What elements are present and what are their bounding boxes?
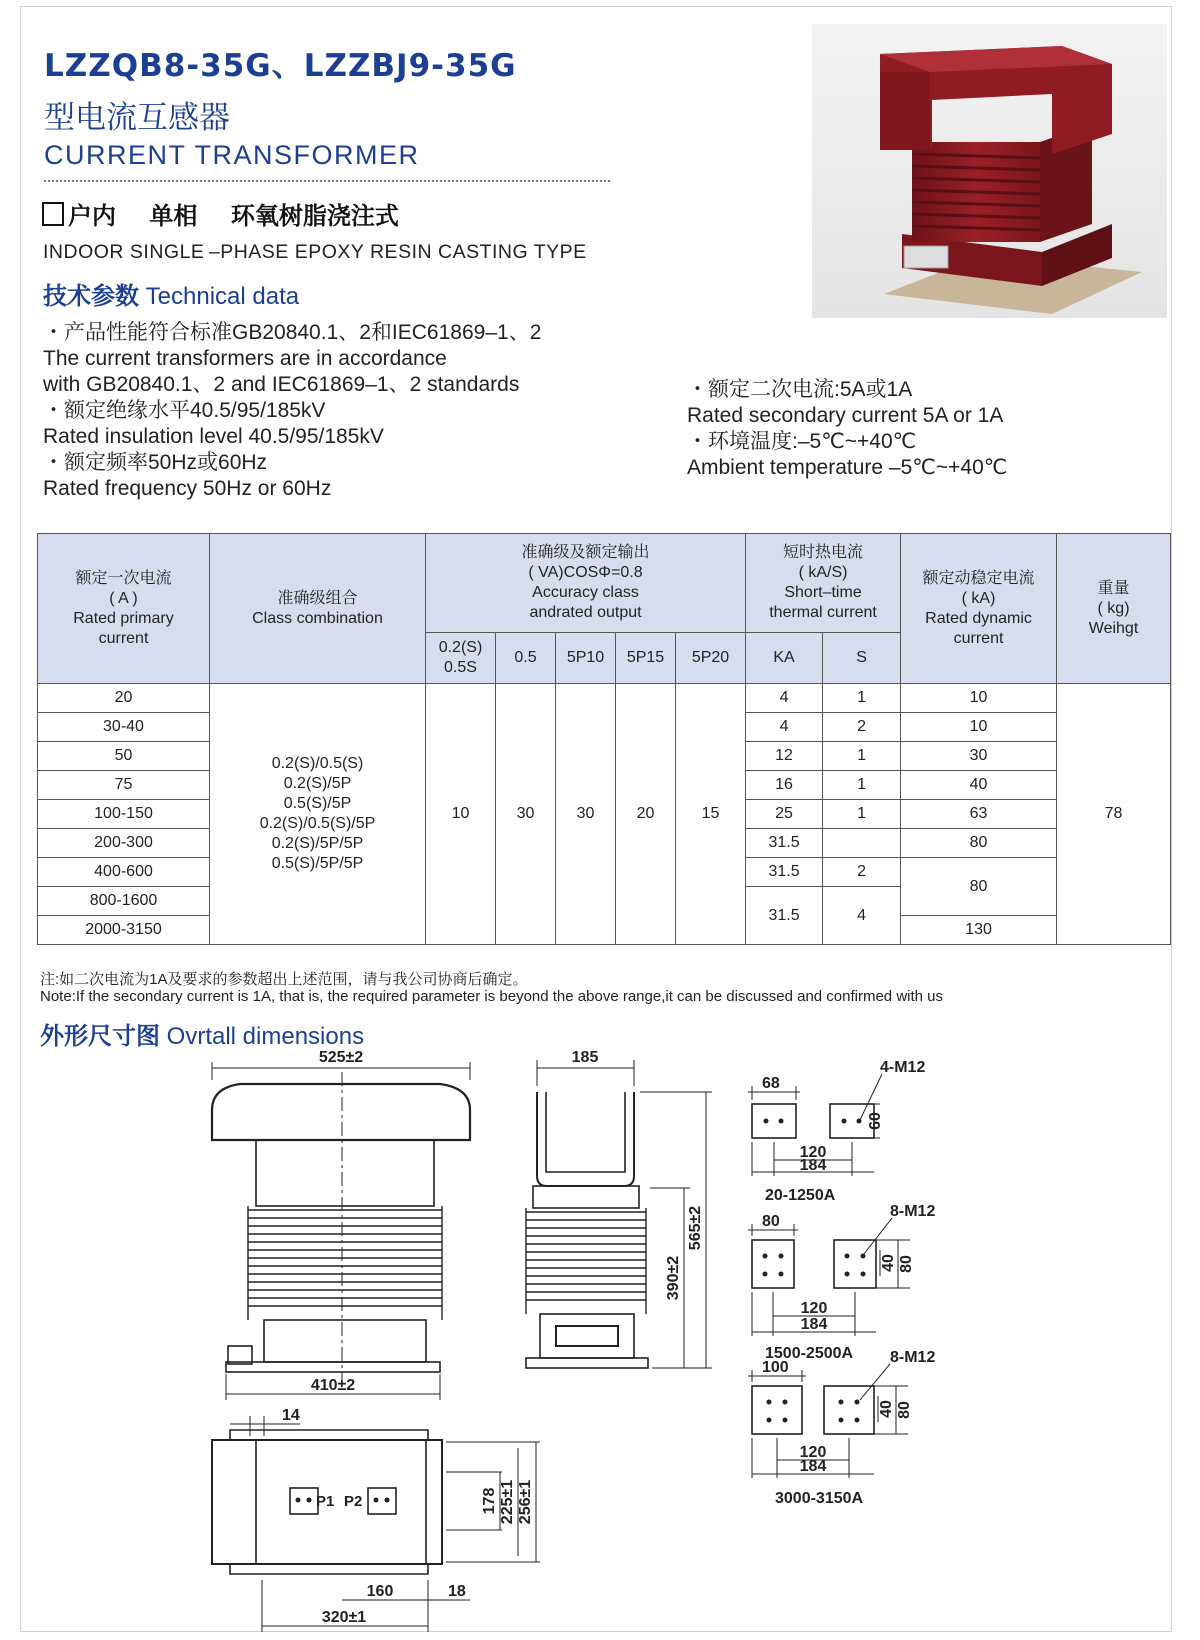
header-line: 额定一次电流 — [75, 569, 172, 587]
dims-heading-cn: 外形尺寸图 — [40, 1022, 160, 1050]
header-line: current — [953, 629, 1004, 647]
cell-s: 4 — [823, 887, 901, 945]
cell-ka: 25 — [746, 800, 823, 829]
cell-primary: 30-40 — [38, 713, 210, 742]
dim-height-total: 565±2 — [687, 1205, 704, 1251]
dim-plan-320: 320±1 — [321, 1609, 367, 1626]
spec-line: Ambient temperature –5℃~+40℃ — [687, 456, 1008, 479]
header-line: Short–time — [784, 584, 862, 601]
spec-line: Rated insulation level 40.5/95/185kV — [43, 425, 384, 448]
cell-ka: 31.5 — [746, 829, 823, 858]
header-line: 准确级组合 — [277, 589, 358, 607]
class-line: 0.2(S)/5P/5P — [271, 835, 364, 852]
cell-dynamic: 80 — [901, 858, 1057, 916]
cell-dynamic: 30 — [901, 742, 1057, 771]
dim-base-width: 410±2 — [310, 1377, 356, 1394]
note-en: Note:If the secondary current is 1A, that is, the required parameter is beyond the above range,it can be discussed and confirmed with us — [40, 988, 944, 1005]
cell-acc: 10 — [426, 684, 496, 945]
dim-plan-160: 160 — [366, 1583, 394, 1600]
spec-line: ・额定二次电流:5A或1A — [687, 378, 913, 401]
type-title-en: CURRENT TRANSFORMER — [44, 140, 420, 170]
header-line: 准确级及额定输出 — [521, 544, 650, 561]
cell-ka: 4 — [746, 684, 823, 713]
dim-side-width: 185 — [571, 1049, 599, 1066]
cell-dynamic: 130 — [901, 916, 1057, 945]
dim-plan-178: 178 — [481, 1487, 498, 1515]
t3-caption: 3000-3150A — [775, 1490, 864, 1507]
t3-h1: 40 — [878, 1400, 895, 1418]
cell-s: 2 — [823, 713, 901, 742]
tech-heading-en: Technical data — [145, 283, 300, 310]
spec-line: ・产品性能符合标准GB20840.1、2和IEC61869–1、2 — [43, 321, 542, 344]
t2-h1: 40 — [880, 1254, 897, 1272]
header-line: 额定动稳定电流 — [922, 569, 1035, 587]
t1-height: 60 — [867, 1112, 884, 1130]
cell-ka: 4 — [746, 713, 823, 742]
cell-s: 1 — [823, 684, 901, 713]
t2-caption: 1500-2500A — [765, 1345, 854, 1362]
dim-height-body: 390±2 — [665, 1255, 682, 1301]
t2-bolts: 8-M12 — [890, 1203, 936, 1220]
cell-primary: 800-1600 — [38, 887, 210, 916]
header-line: ( kg) — [1097, 599, 1130, 617]
cell-s: 1 — [823, 742, 901, 771]
header-line: Weihgt — [1088, 619, 1139, 637]
t3-gap: 120 — [799, 1444, 827, 1461]
type-title-cn: 型电流互感器 — [44, 100, 230, 136]
subheader-thermal: KA — [746, 633, 823, 684]
cell-ka: 16 — [746, 771, 823, 800]
t1-caption: 20-1250A — [765, 1187, 836, 1204]
header-line: Accuracy class — [532, 584, 639, 601]
cell-dynamic: 10 — [901, 684, 1057, 713]
class-line: 0.2(S)/0.5(S) — [271, 755, 364, 772]
spec-line: Rated frequency 50Hz or 60Hz — [43, 477, 332, 500]
header-line: ( VA)COSΦ=0.8 — [528, 564, 643, 581]
spec-line: ・环境温度:–5℃~+40℃ — [687, 430, 917, 453]
cell-primary: 50 — [38, 742, 210, 771]
cell-primary: 400-600 — [38, 858, 210, 887]
header-line: 重量 — [1097, 579, 1130, 597]
class-line: 0.2(S)/5P — [283, 775, 352, 792]
header-line: ( kA/S) — [798, 564, 848, 581]
t1-width: 68 — [762, 1075, 780, 1092]
bolt-holes — [296, 1119, 866, 1503]
dims-heading-en: Ovrtall dimensions — [166, 1023, 365, 1050]
cell-primary: 20 — [38, 684, 210, 713]
subheader-acc: 5P10 — [556, 633, 616, 684]
spec-line: The current transformers are in accordance — [43, 347, 447, 370]
subheader-line: 0.2(S) — [438, 639, 483, 656]
spec-line: ・额定频率50Hz或60Hz — [43, 451, 268, 474]
dim-plan-14: 14 — [282, 1407, 300, 1424]
cell-acc: 30 — [496, 684, 556, 945]
dim-plan-225: 225±1 — [499, 1479, 516, 1525]
header-line: ( A ) — [109, 589, 138, 607]
spec-line: Rated secondary current 5A or 1A — [687, 404, 1004, 427]
label-p2: P2 — [344, 1493, 363, 1510]
subheader-thermal: S — [823, 633, 901, 684]
subtitle-en: INDOOR SINGLE –PHASE EPOXY RESIN CASTING TYPE — [43, 241, 587, 263]
header-line: current — [98, 629, 149, 647]
cell-ka: 31.5 — [746, 858, 823, 887]
tech-heading-cn: 技术参数 — [43, 282, 139, 310]
cell-primary: 200-300 — [38, 829, 210, 858]
t2-span: 184 — [800, 1316, 828, 1333]
dim-plan-256: 256±1 — [517, 1479, 534, 1525]
side-view — [526, 1060, 712, 1368]
cell-weight: 78 — [1057, 684, 1171, 945]
dim-front-width: 525±2 — [318, 1049, 364, 1066]
t2-gap: 120 — [800, 1300, 828, 1317]
note-cn: 注:如二次电流为1A及要求的参数超出上述范围，请与我公司协商后确定。 — [40, 971, 528, 988]
cell-dynamic: 63 — [901, 800, 1057, 829]
t3-width: 100 — [762, 1359, 789, 1376]
cell-primary: 75 — [38, 771, 210, 800]
t2-width: 80 — [762, 1213, 780, 1230]
header-line: thermal current — [769, 604, 877, 621]
t3-span: 184 — [799, 1458, 827, 1475]
cell-s: 1 — [823, 771, 901, 800]
class-line: 0.5(S)/5P — [283, 795, 352, 812]
t1-gap: 120 — [799, 1144, 827, 1161]
cell-ka: 31.5 — [746, 887, 823, 945]
model-title: LZZQB8-35G、LZZBJ9-35G — [44, 48, 517, 84]
terminal-detail-3 — [748, 1364, 908, 1478]
spec-line: with GB20840.1、2 and IEC61869–1、2 standards — [43, 373, 520, 396]
class-line: 0.5(S)/5P/5P — [271, 855, 364, 872]
t1-span: 184 — [799, 1157, 827, 1174]
subtitle-cn-text: 户内 单相 环氧树脂浇注式 — [68, 202, 399, 230]
header-line: Class combination — [252, 609, 383, 627]
header-line: 短时热电流 — [783, 544, 864, 561]
t3-bolts: 8-M12 — [890, 1349, 936, 1366]
header-line: Rated dynamic — [925, 609, 1032, 627]
subheader-line: 0.5S — [444, 659, 477, 676]
cell-ka: 12 — [746, 742, 823, 771]
label-p1: P1 — [316, 1493, 335, 1510]
cell-dynamic: 10 — [901, 713, 1057, 742]
class-line: 0.2(S)/0.5(S)/5P — [259, 815, 376, 832]
cell-primary: 100-150 — [38, 800, 210, 829]
cell-acc: 20 — [616, 684, 676, 945]
terminal-detail-2 — [748, 1218, 910, 1336]
cell-dynamic: 40 — [901, 771, 1057, 800]
spec-line: ・额定绝缘水平40.5/95/185kV — [43, 399, 326, 422]
t2-h2: 80 — [898, 1255, 915, 1273]
header-line: Rated primary — [73, 609, 174, 627]
cell-s: 2 — [823, 858, 901, 887]
cell-dynamic: 80 — [901, 829, 1057, 858]
subheader-acc: 5P20 — [676, 633, 746, 684]
cell-s: 1 — [823, 800, 901, 829]
t3-h2: 80 — [896, 1401, 913, 1419]
cell-acc: 30 — [556, 684, 616, 945]
t1-bolts: 4-M12 — [880, 1059, 926, 1076]
subheader-acc: 5P15 — [616, 633, 676, 684]
front-view — [212, 1062, 470, 1400]
dim-plan-18: 18 — [448, 1583, 466, 1600]
cell-primary: 2000-3150 — [38, 916, 210, 945]
header-line: andrated output — [529, 604, 642, 621]
cell-acc: 15 — [676, 684, 746, 945]
header-line: ( kA) — [961, 589, 996, 607]
subheader-acc: 0.5 — [496, 633, 556, 684]
